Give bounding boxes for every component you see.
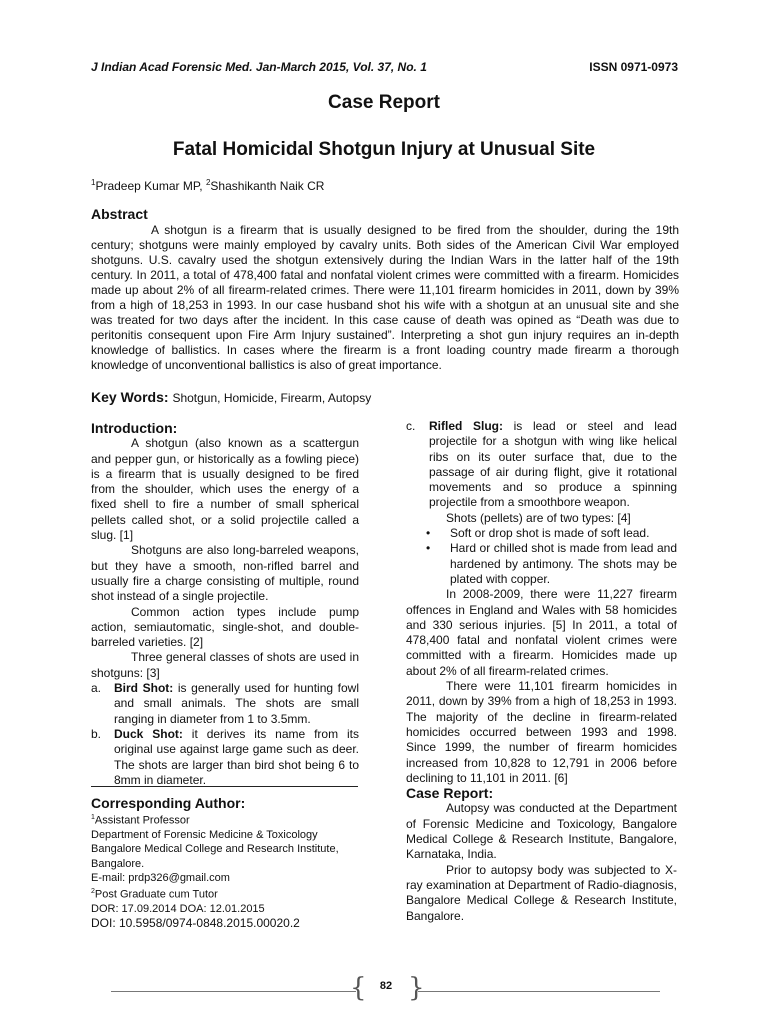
author-line xyxy=(91,178,324,193)
issn-label: ISSN 0971-0973 xyxy=(589,60,678,74)
author-role-1: $^1$Assistant Professor xyxy=(91,814,190,827)
intro-paragraph-4: Three general classes of shots are used in shotguns: [3] xyxy=(91,650,359,680)
shot-class-item xyxy=(91,727,359,788)
intro-paragraph-5: In 2008-2009, there were 11,227 firearm offences in England and Wales with 58 homicides and 330 serious injuries. [5] In 2011, a total of 478,400 fatal and nonfatal violent crimes were committed with a firearm. Homicides made up about 2% of all firearm-related crimes. xyxy=(406,587,677,678)
corresponding-author-divider xyxy=(91,786,358,787)
intro-paragraph-3: Common action types include pump action, semiautomatic, single-shot, and double-barreled varieties. [2] xyxy=(91,604,359,650)
abstract-heading: Abstract xyxy=(91,206,148,222)
author-1-name: Pradeep Kumar MP, xyxy=(95,179,206,193)
bullet-icon: • xyxy=(426,526,431,541)
author-city: Bangalore. xyxy=(91,857,145,870)
author-2-name: Shashikanth Naik CR xyxy=(210,179,325,193)
list-marker: c. xyxy=(406,419,416,433)
shot-class-term: Rifled Slug: xyxy=(429,419,503,433)
shot-class-text: is lead or steel and lead projectile for a shotgun with wing like helical ribs on its outer surface that, due to the passage of air during flight, give it rotational movements and so produce a spinning projectile from a smoothbore weapon. xyxy=(429,419,677,510)
pellet-type-item xyxy=(426,541,677,587)
right-column xyxy=(406,419,677,924)
corresponding-author-block xyxy=(91,795,371,931)
document-type-heading: Case Report xyxy=(328,92,440,113)
shot-class-item xyxy=(91,681,359,727)
keywords-label: Key Words: xyxy=(91,389,173,405)
received-accepted-dates: DOR: 17.09.2014 DOA: 12.01.2015 xyxy=(91,903,265,916)
page-number: 82 xyxy=(379,980,393,992)
bullet-icon: • xyxy=(426,541,431,556)
case-report-paragraph-2: Prior to autopsy body was subjected to X-ray examination at Department of Radio-diagnosis, Bangalore Medical College & Research Institute, Bangalore. xyxy=(406,862,677,923)
journal-citation: J Indian Acad Forensic Med. Jan-March 2015, Vol. 37, No. 1 xyxy=(91,60,427,74)
pellet-type-item xyxy=(426,526,677,541)
shot-class-text: is generally used for hunting fowl and small animals. The shots are small ranging in diameter from 1 to 3.5mm. xyxy=(114,681,359,726)
keywords-line xyxy=(91,389,371,405)
left-column xyxy=(91,421,359,788)
intro-paragraph-2: Shotguns are also long-barreled weapons, but they have a smooth, non-rifled barrel and usually fire a charge consisting of multiple, round shot instead of a single projectile. xyxy=(91,543,359,604)
intro-paragraph-1: A shotgun (also known as a scattergun and pepper gun, or historically as a fowling piece) is a firearm that is usually designed to be fired from the shoulder, which uses the energy of a fixed shell to fire a number of small spherical pellets called shot, or a solid projectile called a slug. [1] xyxy=(91,436,359,543)
article-title: Fatal Homicidal Shotgun Injury at Unusual Site xyxy=(172,139,596,160)
case-report-paragraph-1: Autopsy was conducted at the Department of Forensic Medicine and Toxicology, Bangalore Medical College & Research Institute, Bangalore, Karnataka, India. xyxy=(406,801,677,862)
footer-rule-right xyxy=(418,991,660,992)
right-brace-icon: } xyxy=(408,973,425,1003)
doi-line: DOI: 10.5958/0974-0848.2015.00020.2 xyxy=(91,916,300,931)
author-2-marker: 2 xyxy=(205,178,211,187)
corresponding-author-heading: Corresponding Author: xyxy=(91,795,246,811)
keywords-text: Shotgun, Homicide, Firearm, Autopsy xyxy=(172,391,372,405)
pellet-type-text: Hard or chilled shot is made from lead and hardened by antimony. The shots may be plated with copper. xyxy=(450,541,677,586)
abstract-body: A shotgun is a firearm that is usually designed to be fired from the shoulder, during the 19th century; shotguns were mainly employed by cavalry units. Both sides of the American Civil War employed shotguns. U.S. cavalry used the shotgun extensively during the Indian Wars in the latter half of the 19th century. In 2011, a total of 478,400 fatal and nonfatal violent crimes were committed with a firearm. Homicides made up about 2% of all firearm-related crimes. There were 11,101 firearm homicides in 2011, down by 39% from a high of 18,253 in 1993. In our case husband shot his wife with a shotgun at an unusual site and she was treated for two days after the incident. In this case cause of death was opined as “Death was due to peritonitis consequent upon Fire Arm Injury sustained”. Interpreting a shot gun injury requires an in-depth knowledge of ballistics. In cases where the firearm is a front loading country made firearm a thorough knowledge of unconventional ballistics is also of great importance. xyxy=(91,223,679,372)
shot-class-text: it derives its name from its original use against large game such as deer. The shots are larger than bird shot being 6 to 8mm in diameter. xyxy=(114,726,359,787)
left-brace-icon: { xyxy=(350,973,367,1003)
author-institution: Bangalore Medical College and Research Institute, xyxy=(91,843,339,856)
author-department: Department of Forensic Medicine & Toxicology xyxy=(91,828,318,841)
intro-paragraph-6: There were 11,101 firearm homicides in 2011, down by 39% from a high of 18,253 in 1993. The majority of the decline in firearm-related homicides occurred between 1993 and 1998. Since 1999, the number of firearm homicides increased from 10,828 to 12,791 in 2006 before declining to 11,101 in 2011. [6] xyxy=(406,679,677,785)
footer-rule-left xyxy=(111,991,356,992)
pellet-types-intro: Shots (pellets) are of two types: [4] xyxy=(446,510,631,525)
pellet-type-text: Soft or drop shot is made of soft lead. xyxy=(450,526,650,541)
case-report-heading: Case Report: xyxy=(406,785,494,802)
author-role-2: $^2$Post Graduate cum Tutor xyxy=(91,888,218,901)
author-1-marker: 1 xyxy=(91,178,96,187)
shot-class-item xyxy=(406,419,677,511)
shot-class-term: Bird Shot: xyxy=(114,681,174,696)
introduction-heading: Introduction: xyxy=(91,420,178,436)
list-marker: a. xyxy=(91,681,102,696)
list-marker: b. xyxy=(91,726,102,741)
shot-class-term: Duck Shot: xyxy=(114,726,183,741)
author-email: E-mail: prdp326@gmail.com xyxy=(91,871,230,884)
